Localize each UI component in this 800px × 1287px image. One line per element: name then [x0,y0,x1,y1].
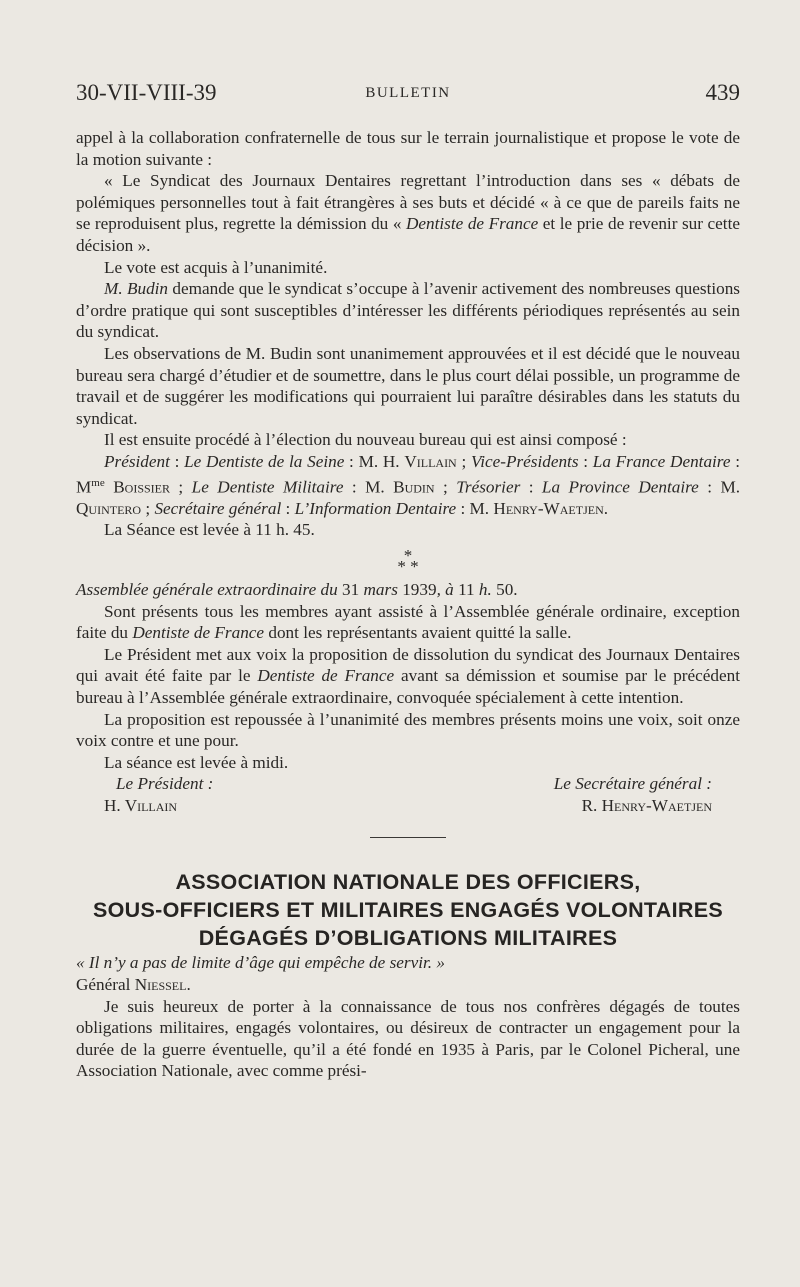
seance-paragraph: La Séance est levée à 11 h. 45. [104,520,315,540]
assembly-heading: Assemblée générale extraordinaire du 31 mars 1939, à 11 h. 50. [76,580,518,600]
seance-end-paragraph: La séance est levée à midi. [104,752,289,772]
presents-paragraph: Sont présents tous les membres ayant assisté à l’Assemblée générale ordinaire, exception faite du Dentiste de France dont les représentants avaient quitté la salle. [76,601,740,643]
motion-paragraph: « Le Syndicat des Journaux Dentaires regrettant l’introduction dans ses « débats de polémiques personnelles tout à fait étrangères à ses buts et décidé « à ce que de pareils faits ne se reproduisent plus, regrette la démission du « Dentiste de France et le prie de revenir sur cette décision ». [76,171,740,255]
page-number: 439 [705,80,740,105]
president-name: H. Villain [104,796,178,816]
secretary-title: Le Secrétaire général : [553,774,712,794]
signature-names [76,795,740,817]
section-title: ASSOCIATION NATIONALE DES OFFICIERS, SOUS-OFFICIERS ET MILITAIRES ENGAGÉS VOLONTAIRES DÉGAGÉS D’OBLIGATIONS MILITAIRES [93,870,723,951]
budin-paragraph: M. Budin demande que le syndicat s’occupe à l’avenir activement des nombreuses questions d’ordre pratique qui sont susceptibles d’intéresser les différents périodiques représentés au sein du syndicat. [76,279,740,342]
rejection-paragraph: La proposition est repoussée à l’unanimité des membres présents moins une voix, soit onze voix contre et une pour. [76,709,740,751]
running-title: BULLETIN [365,85,451,101]
president-title: Le Président : [116,774,214,794]
asterism: * * * [397,546,419,577]
bureau-paragraph: Président : Le Dentiste de la Seine : M. H. Villain ; Vice-Présidents : La France Dentaire : $M^{me}$ Boissier ; Le Dentiste Militaire : M. Budin ; Trésorier : La Province Dentaire : M. Quintero ; Secrétaire général : L’Information Dentaire : M. Henry-Waetjen. [76,451,741,518]
epigraph: « Il n’y a pas de limite d’âge qui empêche de servir. » [76,953,445,973]
signature-titles [76,773,740,795]
secretary-name: R. Henry-Waetjen [581,796,712,816]
section-divider [370,837,446,838]
issue-date: 30-VII-VIII-39 [76,80,217,105]
running-header [76,80,740,110]
epigraph-author: Général Niessel. [76,974,191,994]
paragraph: appel à la collaboration confraternelle de tous sur le terrain journalistique et propose le vote de la motion suivante : [76,128,740,169]
body-text [76,127,740,1082]
observations-paragraph: Les observations de M. Budin sont unanimement approuvées et il est décidé que le nouveau bureau sera chargé d’étudier et de soumettre, dans le plus court délai possible, un programme de travail et de suggérer les modifications qui pourraient lui paraître désirables dans les statuts du syndicat. [76,343,740,428]
dissolution-paragraph: Le Président met aux voix la proposition de dissolution du syndicat des Journaux Dentaires qui avait été faite par le Dentiste de France avant sa démission et soumise par le précédent bureau à l’Assemblée générale extraordinaire, convoquée spécialement à cette intention. [76,644,740,707]
final-paragraph: Je suis heureux de porter à la connaissance de tous nos confrères dégagés de toutes obligations militaires, engagés volontaires, ou désireux de contracter un engagement pour la durée de la guerre éventuelle, qu’il a été fondé en 1935 à Paris, par le Colonel Picheral, une Association Nationale, avec comme prési- [76,996,740,1081]
election-paragraph: Il est ensuite procédé à l’élection du nouveau bureau qui est ainsi composé : [104,430,627,450]
vote-paragraph: Le vote est acquis à l’unanimité. [104,257,328,277]
